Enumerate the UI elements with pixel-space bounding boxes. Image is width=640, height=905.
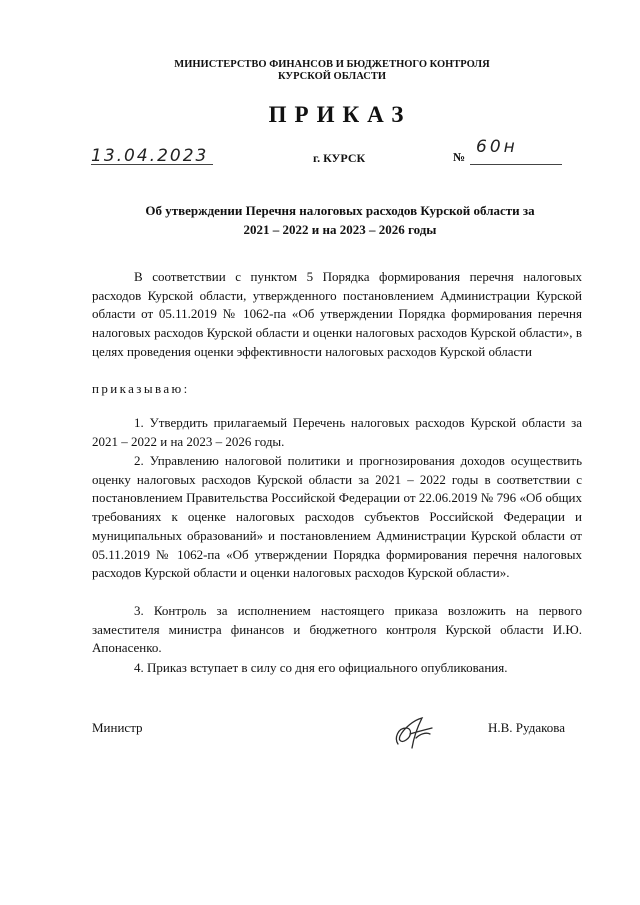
order-word: приказываю:: [92, 381, 190, 396]
item-1: 1. Утвердить прилагаемый Перечень налоговых расходов Курской области за 2021 – 2022 и на 2023 – 2026 годы.: [92, 415, 582, 449]
handwritten-number: 60н: [476, 137, 518, 157]
item-2: 2. Управлению налоговой политики и прогнозирования доходов осуществить оценку налоговых расходов Курской области за 2021 – 2022 годы в соответствии с постановлением Правительства Российской Федерации от 22.06.2019 № 796 «Об общих требованиях к оценке налоговых расходов субъектов Российской Федерации и муниципальных образований» и постановлением Администрации Курской области от 05.11.2019 № 1062-па «Об утверждении Порядка формирования перечня налоговых расходов Курской области и оценки налоговых расходов Курской области».: [92, 453, 582, 581]
item-4: 4. Приказ вступает в силу со дня его официального опубликования.: [134, 660, 508, 675]
item-3: 3. Контроль за исполнением настоящего приказа возложить на первого заместителя министра финансов и бюджетного контроля Курской области И.Ю. Апонасенко.: [92, 603, 582, 656]
document-title: ПРИКАЗ: [268, 102, 412, 127]
signatory-name: Н.В. Рудакова: [488, 720, 565, 735]
subject-line2: 2021 – 2022 и на 2023 – 2026 годы: [243, 222, 437, 237]
handwritten-signature: [392, 714, 434, 752]
ministry-name-line1: МИНИСТЕРСТВО ФИНАНСОВ И БЮДЖЕТНОГО КОНТРОЛЯ: [174, 59, 490, 70]
number-sign: №: [453, 150, 466, 164]
handwritten-date: 13.04.2023: [91, 146, 209, 166]
date-underline: [91, 164, 213, 165]
number-underline: [470, 164, 562, 165]
signatory-role: Министр: [92, 720, 143, 735]
intro-paragraph: В соответствии с пунктом 5 Порядка формирования перечня налоговых расходов Курской области, утвержденного постановлением Администрации Курской области от 05.11.2019 № 1062-па «Об утверждении Порядка формирования перечня налоговых расходов Курской области и оценки налоговых расходов Курской области», в целях проведения оценки эффективности налоговых расходов Курской области: [92, 269, 582, 359]
ministry-name-line2: КУРСКОЙ ОБЛАСТИ: [277, 71, 387, 82]
subject-line1: Об утверждении Перечня налоговых расходов Курской области за: [145, 203, 535, 218]
city: г. КУРСК: [313, 151, 366, 165]
